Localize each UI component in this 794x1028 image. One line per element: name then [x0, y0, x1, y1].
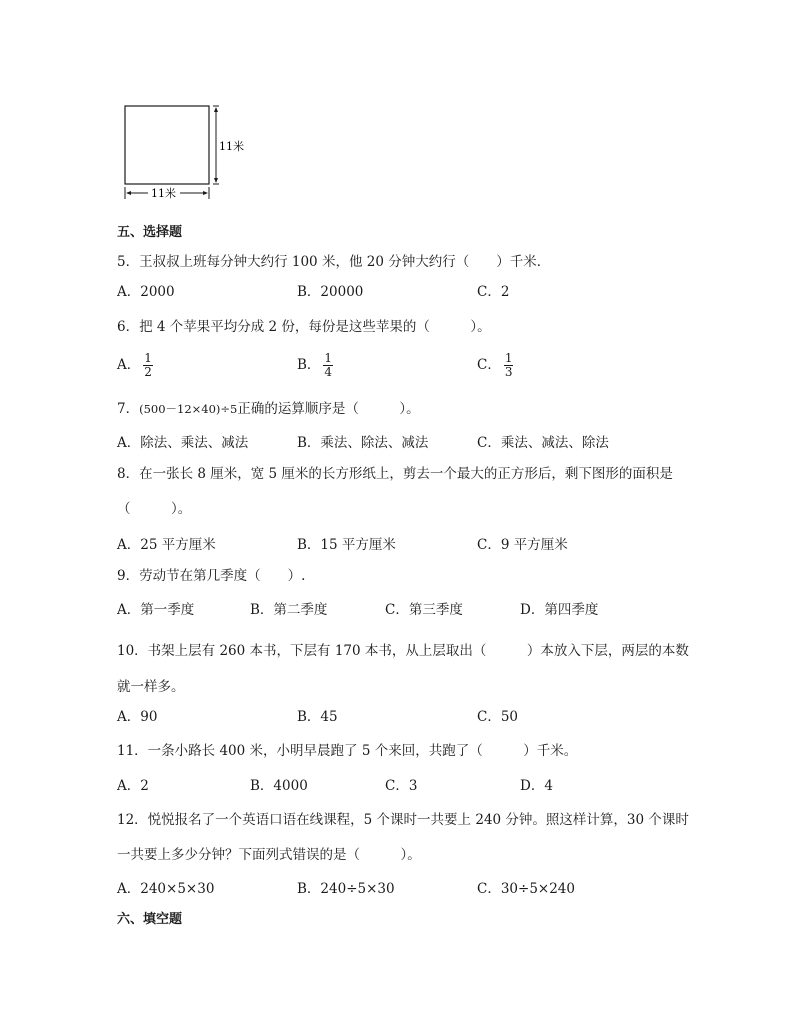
question-10-option-b: B．45: [297, 709, 338, 725]
fraction-denominator: 3: [504, 365, 513, 379]
question-5-stem: 5．王叔叔上班每分钟大约行 100 米，他 20 分钟大约行（ ）千米．: [117, 254, 551, 270]
question-8-option-a: A．25 平方厘米: [117, 537, 216, 553]
question-9-option-b: B．第二季度: [250, 602, 328, 618]
option-letter: C．: [477, 357, 501, 373]
question-5-option-c: C．2: [477, 284, 510, 300]
question-7-option-a: A．除法、乘法、减法: [117, 435, 249, 451]
question-7-stem: [117, 400, 420, 418]
question-11-option-b: B．4000: [250, 778, 308, 794]
side-dimension-label: 11米: [219, 140, 244, 153]
question-9-option-d: D．第四季度: [520, 602, 599, 618]
question-11-option-c: C．3: [385, 778, 418, 794]
question-6-option-a: [117, 352, 153, 379]
question-10-option-a: A．90: [117, 709, 158, 725]
question-11-option-d: D．4: [520, 778, 553, 794]
question-5-option-a: A．2000: [117, 284, 175, 300]
question-10-option-c: C．50: [477, 709, 519, 725]
question-9-option-a: A．第一季度: [117, 602, 195, 618]
question-11-stem: 11．一条小路长 400 米，小明早晨跑了 5 个来回，共跑了（ ）千米。: [117, 743, 578, 759]
fraction: [323, 352, 333, 379]
question-9-option-c: C．第三季度: [385, 602, 463, 618]
question-7-expression: (500－12×40)÷5: [139, 402, 238, 416]
question-11-option-a: A．2: [117, 778, 149, 794]
option-letter: B．: [297, 357, 321, 373]
question-7-option-b: B．乘法、除法、减法: [297, 435, 429, 451]
bottom-dimension-label: 11米: [151, 187, 176, 200]
fraction-numerator: 1: [324, 351, 333, 365]
section-title-choice: 五、选择题: [117, 225, 183, 240]
question-10-stem-continued: 就一样多。: [117, 679, 185, 695]
question-12-option-a: A．240×5×30: [117, 881, 215, 897]
question-5-option-b: B．20000: [297, 284, 364, 300]
question-8-option-b: B．15 平方厘米: [297, 537, 396, 553]
question-7-number: 7．: [117, 401, 140, 417]
question-12-stem: 12．悦悦报名了一个英语口语在线课程，5 个课时一共要上 240 分钟。照这样计算，30 个课时: [117, 812, 689, 828]
question-12-option-b: B．240÷5×30: [297, 881, 395, 897]
question-6-stem: 6．把 4 个苹果平均分成 2 份，每份是这些苹果的（ ）。: [117, 319, 491, 335]
fraction-denominator: 2: [144, 365, 152, 379]
question-6-option-c: [477, 352, 513, 379]
fraction-numerator: 1: [144, 351, 152, 365]
option-letter: A．: [117, 357, 141, 373]
fraction: [504, 352, 514, 379]
square-shape: [125, 106, 209, 184]
square-figure: [118, 103, 248, 203]
question-8-option-c: C．9 平方厘米: [477, 537, 568, 553]
question-9-stem: 9．劳动节在第几季度（ ）.: [117, 568, 306, 584]
fraction-denominator: 4: [324, 365, 333, 379]
question-12-stem-continued: 一共要上多少分钟？下面列式错误的是（ ）。: [117, 847, 421, 863]
question-8-stem: 8．在一张长 8 厘米，宽 5 厘米的长方形纸上，剪去一个最大的正方形后，剩下图形的面积是: [117, 466, 673, 482]
section-title-fill-in: 六、填空题: [117, 912, 183, 927]
fraction-numerator: 1: [504, 351, 513, 365]
question-7-option-c: C．乘法、减法、除法: [477, 435, 609, 451]
question-10-stem: 10．书架上层有 260 本书，下层有 170 本书，从上层取出（ ）本放入下层，两层的本数: [117, 643, 689, 659]
fraction: [143, 352, 153, 379]
question-8-stem-continued: （ ）。: [117, 501, 192, 517]
question-6-option-b: [297, 352, 333, 379]
question-12-option-c: C．30÷5×240: [477, 881, 575, 897]
question-7-text: 正确的运算顺序是（ ）。: [237, 401, 420, 417]
